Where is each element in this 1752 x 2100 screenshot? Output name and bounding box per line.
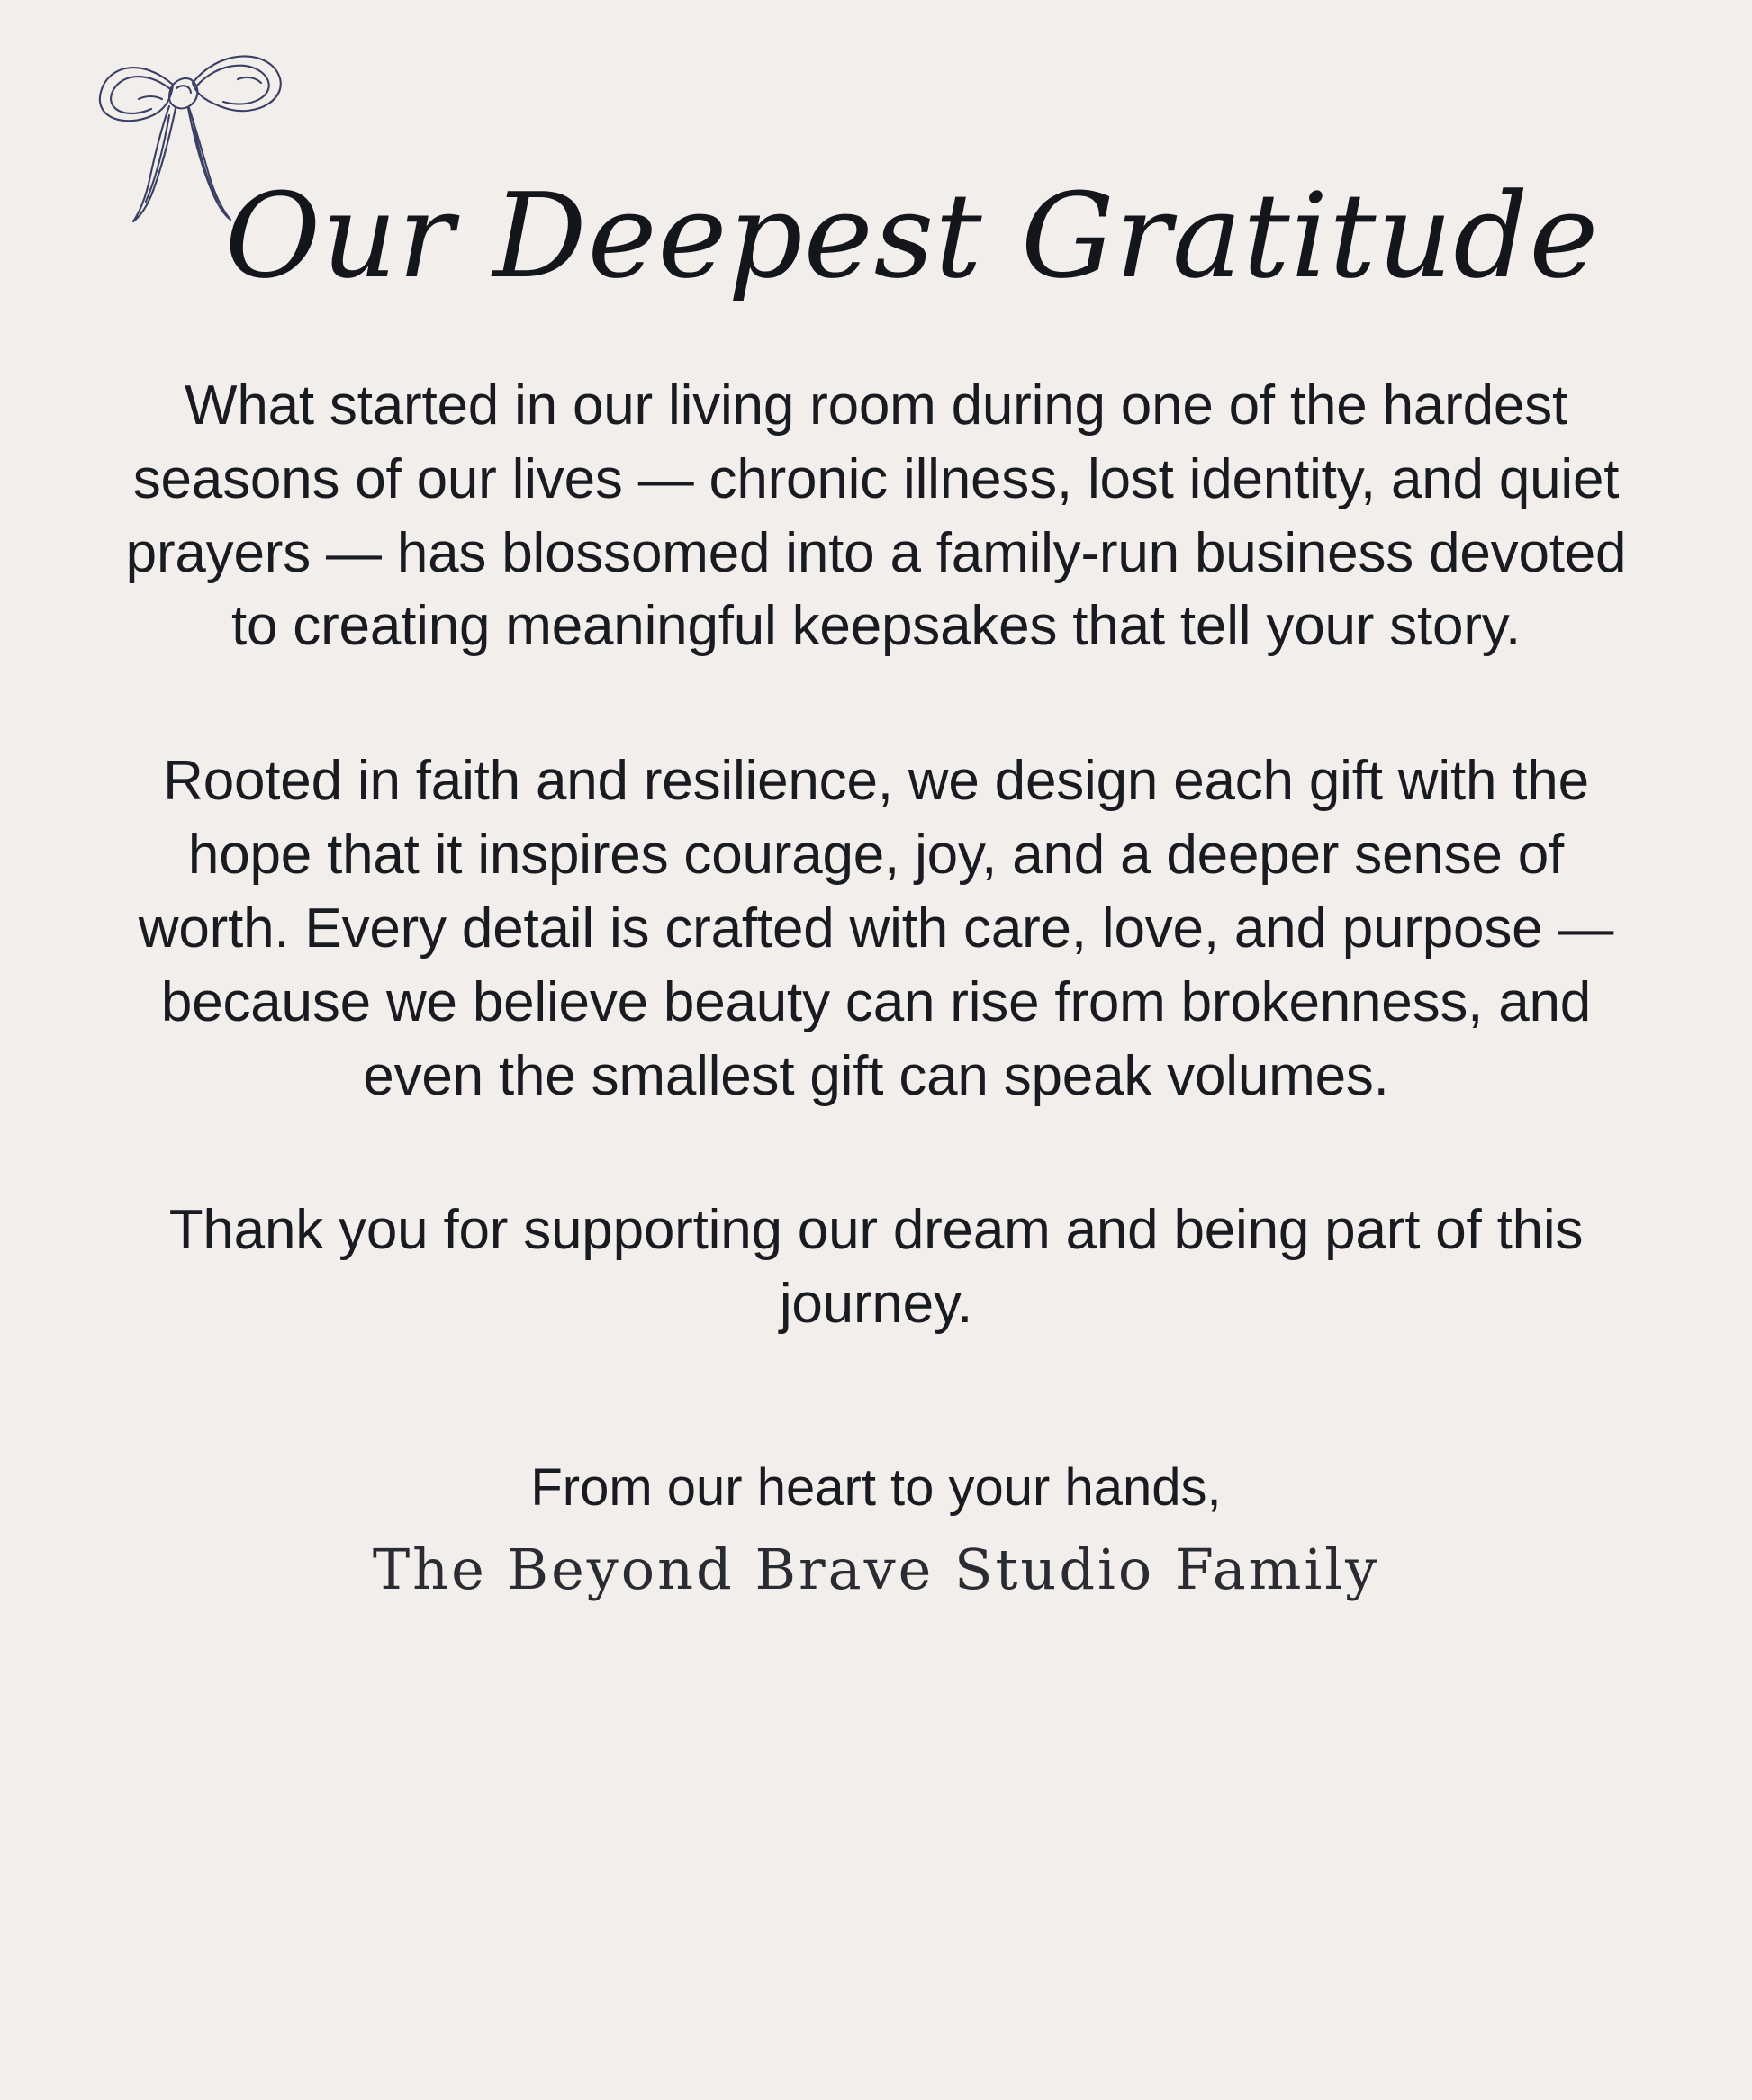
signoff-block: [120, 1454, 1632, 1603]
paragraph-origin-story: What started in our living room during one of the hardest seasons of our lives — chronic illness, lost identity, and quiet prayers — has blossomed into a family-run business devoted to creating meaningful keepsakes that tell your story.: [125, 374, 1627, 658]
signoff-line: From our heart to your hands,: [530, 1458, 1222, 1518]
paragraph-thank-you: Thank you for supporting our dream and being part of this journey.: [168, 1199, 1584, 1336]
paragraph-mission: Rooted in faith and resilience, we design each gift with the hope that it inspires courage, joy, and a deeper sense of worth. Every detail is crafted with care, love, and purpose — because we believe beauty can rise from brokenness, and even the smallest gift can speak volumes.: [138, 750, 1614, 1107]
page-title: Our Deepest Gratitude: [224, 167, 1600, 305]
signature-name: The Beyond Brave Studio Family: [372, 1536, 1380, 1602]
letter-body: [120, 369, 1632, 1603]
